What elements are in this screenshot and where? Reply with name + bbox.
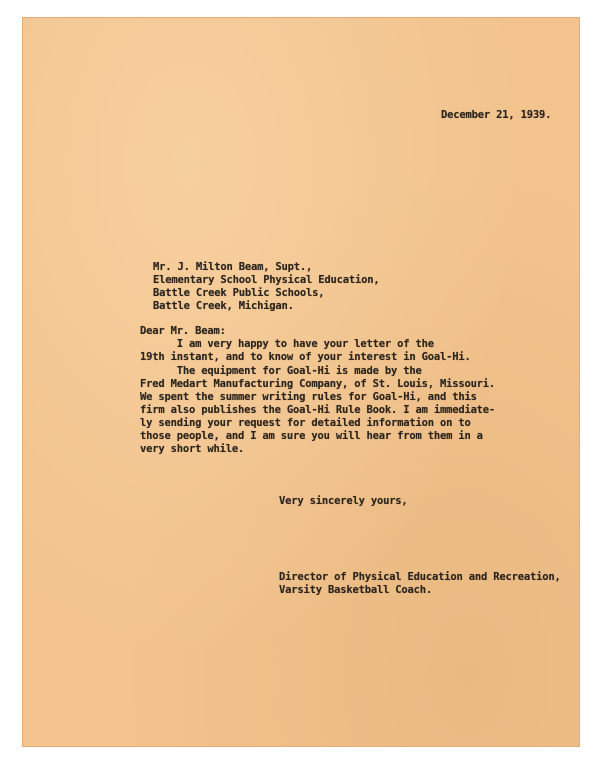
body-line: ly sending your request for detailed information on to <box>140 417 471 429</box>
salutation: Dear Mr. Beam: <box>140 325 226 337</box>
letter-date: December 21, 1939. <box>441 109 552 121</box>
body-line: firm also publishes the Goal-Hi Rule Book. I am immediate- <box>140 404 496 416</box>
body-line: those people, and I am sure you will hear from them in a <box>140 430 483 442</box>
body-line: Fred Medart Manufacturing Company, of St. Louis, Missouri. <box>140 378 496 390</box>
address-line: Battle Creek Public Schools, <box>153 287 325 299</box>
address-line: Battle Creek, Michigan. <box>153 300 294 312</box>
body-line: We spent the summer writing rules for Goal-Hi, and this <box>140 391 477 403</box>
address-line: Mr. J. Milton Beam, Supt., <box>153 261 313 273</box>
body-line: I am very happy to have your letter of the <box>140 338 434 350</box>
body-line: 19th instant, and to know of your interest in Goal-Hi. <box>140 351 471 363</box>
signature-title: Director of Physical Education and Recreation, <box>279 571 561 583</box>
body-line: very short while. <box>140 443 245 455</box>
complimentary-close: Very sincerely yours, <box>279 495 408 507</box>
address-line: Elementary School Physical Education, <box>153 274 380 286</box>
body-line: The equipment for Goal-Hi is made by the <box>140 365 422 377</box>
signature-title: Varsity Basketball Coach. <box>279 584 433 596</box>
